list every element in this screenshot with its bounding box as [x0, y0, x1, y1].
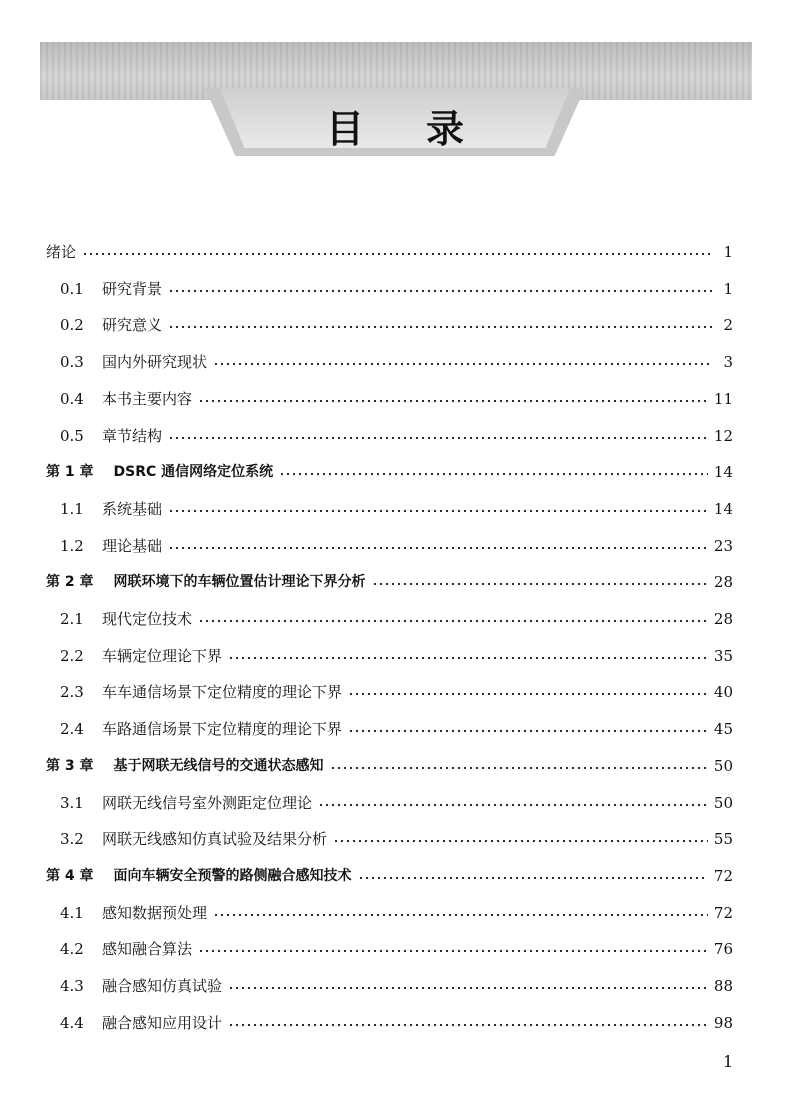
- toc-entry-title: 国内外研究现状: [102, 353, 208, 371]
- dot-leader: [213, 913, 708, 917]
- toc-entry-title: 车辆定位理论下界: [102, 647, 223, 665]
- toc-entry-title: 网联无线信号室外测距定位理论: [102, 794, 313, 812]
- toc-chapter-row[interactable]: [46, 564, 733, 600]
- dot-leader: [318, 803, 708, 807]
- dot-leader: [348, 692, 708, 696]
- toc-chapter-row[interactable]: [46, 454, 733, 490]
- toc-entry-page: 11: [713, 390, 733, 408]
- title-char-2: 录: [426, 107, 527, 151]
- toc-entry-page: 98: [713, 1014, 733, 1032]
- toc-entry-number: 3.1: [60, 794, 84, 812]
- toc-entry-title: DSRC 通信网络定位系统: [113, 464, 274, 480]
- dot-leader: [372, 582, 708, 586]
- dot-leader: [358, 876, 708, 880]
- toc-entry-title: 系统基础: [102, 500, 163, 518]
- toc-entry-number: 0.1: [60, 280, 84, 298]
- toc-entry-number: 4.1: [60, 904, 84, 922]
- toc-entry-number: 2.4: [60, 720, 84, 738]
- toc-entry-page: 35: [713, 647, 733, 665]
- toc-entry-number: 0.3: [60, 353, 84, 371]
- dot-leader: [228, 656, 708, 660]
- toc-entry-page: 1: [723, 243, 733, 261]
- dot-leader: [198, 399, 708, 403]
- dot-leader: [333, 839, 708, 843]
- toc-entry-title: 研究意义: [102, 316, 163, 334]
- toc-entry-title: 融合感知仿真试验: [102, 977, 223, 995]
- toc-entry-page: 40: [713, 683, 733, 701]
- toc-entry-page: 3: [723, 353, 733, 371]
- dot-leader: [82, 252, 713, 256]
- toc-entry-page: 88: [713, 977, 733, 995]
- toc-entry-title: 绪论: [46, 243, 77, 261]
- toc-section-row[interactable]: [60, 528, 733, 564]
- toc-section-row[interactable]: [60, 1005, 733, 1041]
- dot-leader: [168, 325, 713, 329]
- toc-entry-title: 融合感知应用设计: [102, 1014, 223, 1032]
- toc-entry-title: 车路通信场景下定位精度的理论下界: [102, 720, 343, 738]
- dot-leader: [348, 729, 708, 733]
- toc-section-row[interactable]: [60, 674, 733, 710]
- toc-entry-page: 12: [713, 427, 733, 445]
- dot-leader: [198, 619, 708, 623]
- toc-entry-number: 第 3 章: [46, 758, 94, 774]
- toc-entry-page: 72: [713, 867, 733, 885]
- toc-section-row[interactable]: [60, 821, 733, 857]
- toc-entry-page: 28: [713, 573, 733, 591]
- toc-entry-page: 2: [723, 316, 733, 334]
- toc-entry-page: 23: [713, 537, 733, 555]
- toc-section-row[interactable]: [60, 381, 733, 417]
- toc-entry-page: 14: [713, 463, 733, 481]
- toc-entry-title: 网联无线感知仿真试验及结果分析: [102, 830, 328, 848]
- toc-entry-number: 第 2 章: [46, 574, 94, 590]
- toc-section-row[interactable]: [60, 785, 733, 821]
- toc-chapter-row[interactable]: [46, 748, 733, 784]
- dot-leader: [330, 766, 708, 770]
- toc-entry-page: 55: [713, 830, 733, 848]
- dot-leader: [168, 546, 708, 550]
- toc-entry-title: 本书主要内容: [102, 390, 193, 408]
- toc-entry-title: 章节结构: [102, 427, 163, 445]
- toc-section-row[interactable]: [60, 931, 733, 967]
- dot-leader: [279, 472, 708, 476]
- toc-entry-page: 45: [713, 720, 733, 738]
- toc-entry-number: 2.2: [60, 647, 84, 665]
- toc-entry-number: 4.2: [60, 940, 84, 958]
- toc-entry-number: 0.5: [60, 427, 84, 445]
- toc-entry-number: 4.3: [60, 977, 84, 995]
- dot-leader: [168, 436, 708, 440]
- toc-entry-title: 理论基础: [102, 537, 163, 555]
- toc-section-row[interactable]: [60, 968, 733, 1004]
- page-title: [0, 98, 790, 153]
- toc-intro-row[interactable]: [46, 234, 733, 270]
- toc-section-row[interactable]: [60, 418, 733, 454]
- toc-entry-number: 1.1: [60, 500, 84, 518]
- toc-section-row[interactable]: [60, 638, 733, 674]
- toc-entry-title: 感知数据预处理: [102, 904, 208, 922]
- toc-entry-number: 1.2: [60, 537, 84, 555]
- toc-section-row[interactable]: [60, 344, 733, 380]
- toc-entry-page: 14: [713, 500, 733, 518]
- toc-section-row[interactable]: [60, 601, 733, 637]
- toc-entry-number: 2.3: [60, 683, 84, 701]
- toc-chapter-row[interactable]: [46, 858, 733, 894]
- toc-section-row[interactable]: [60, 711, 733, 747]
- toc-section-row[interactable]: [60, 271, 733, 307]
- toc-entry-number: 0.2: [60, 316, 84, 334]
- toc-section-row[interactable]: [60, 491, 733, 527]
- toc-entry-page: 50: [713, 794, 733, 812]
- toc-entry-page: 1: [723, 280, 733, 298]
- toc-entry-page: 76: [713, 940, 733, 958]
- dot-leader: [198, 949, 708, 953]
- toc-entry-title: 面向车辆安全预警的路侧融合感知技术: [113, 868, 352, 884]
- dot-leader: [168, 289, 713, 293]
- dot-leader: [228, 986, 708, 990]
- title-char-1: 目: [325, 107, 426, 151]
- toc-section-row[interactable]: [60, 895, 733, 931]
- toc-entry-title: 基于网联无线信号的交通状态感知: [113, 758, 324, 774]
- toc-entry-number: 0.4: [60, 390, 84, 408]
- toc-entry-page: 28: [713, 610, 733, 628]
- toc-entry-title: 感知融合算法: [102, 940, 193, 958]
- toc-entry-number: 3.2: [60, 830, 84, 848]
- toc-entry-number: 第 4 章: [46, 868, 94, 884]
- toc-entry-title: 现代定位技术: [102, 610, 193, 628]
- toc-entry-title: 网联环境下的车辆位置估计理论下界分析: [113, 574, 366, 590]
- toc-entry-page: 72: [713, 904, 733, 922]
- dot-leader: [213, 362, 713, 366]
- dot-leader: [168, 509, 708, 513]
- toc-entry-number: 2.1: [60, 610, 84, 628]
- toc-entry-title: 车车通信场景下定位精度的理论下界: [102, 683, 343, 701]
- toc-entry-number: 4.4: [60, 1014, 84, 1032]
- toc-entry-page: 50: [713, 757, 733, 775]
- toc-entry-title: 研究背景: [102, 280, 163, 298]
- toc-section-row[interactable]: [60, 307, 733, 343]
- toc-entry-number: 第 1 章: [46, 464, 94, 480]
- page-number: 1: [723, 1052, 734, 1071]
- dot-leader: [228, 1023, 708, 1027]
